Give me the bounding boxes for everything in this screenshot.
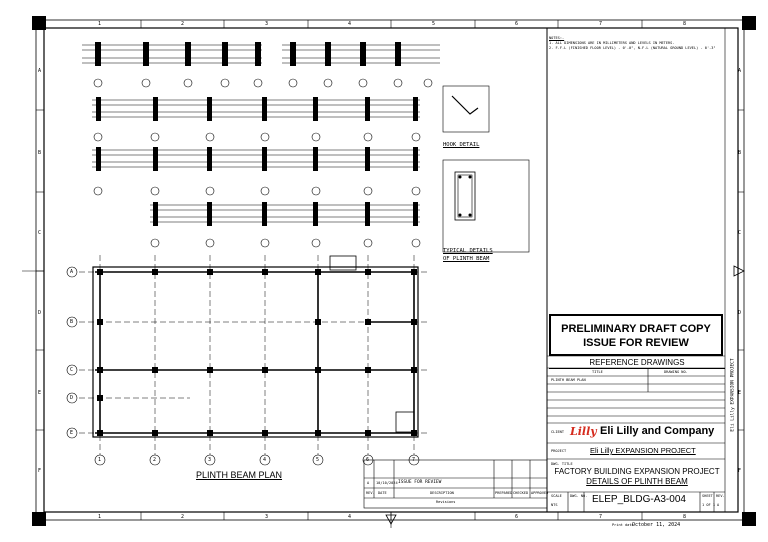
zone-label: 2 bbox=[181, 514, 185, 520]
rev-col-header: DATE bbox=[378, 491, 387, 495]
lilly-logo: Lilly bbox=[570, 425, 597, 438]
section-title-line1: TYPICAL DETAILS bbox=[443, 248, 493, 254]
dwg-title-label: DWG. TITLE bbox=[551, 462, 573, 466]
zone-label: D bbox=[738, 310, 742, 316]
plan-grid-label: A bbox=[70, 269, 74, 275]
draft-stamp bbox=[549, 314, 723, 356]
zone-label: 6 bbox=[515, 514, 519, 520]
rev-letter: A bbox=[367, 481, 370, 485]
sheet-value: 1 OF 1 bbox=[702, 503, 715, 507]
rev-value: A bbox=[717, 503, 720, 507]
corner-mark-top-left bbox=[32, 16, 46, 30]
plan-grid-label: D bbox=[70, 395, 74, 401]
zone-label: 1 bbox=[98, 514, 102, 520]
sheet-label: SHEET bbox=[702, 494, 713, 498]
zone-label: A bbox=[38, 68, 42, 74]
zone-label: 5 bbox=[432, 21, 436, 27]
reference-col-title: TITLE bbox=[592, 370, 603, 374]
plan-grid-label: 6 bbox=[366, 457, 370, 463]
zone-label: C bbox=[38, 230, 42, 236]
zone-label: F bbox=[738, 468, 742, 474]
hook-detail-title: HOOK DETAIL bbox=[443, 142, 480, 148]
rev-col-header: CHECKED bbox=[513, 491, 529, 495]
project-label: PROJECT bbox=[551, 449, 567, 453]
zone-label: 7 bbox=[599, 21, 603, 27]
reference-drawings-heading: REFERENCE DRAWINGS bbox=[549, 357, 725, 369]
zone-label: 7 bbox=[599, 514, 603, 520]
zone-label: D bbox=[38, 310, 42, 316]
revisions-caption: Revisions bbox=[436, 500, 456, 504]
plan-title: PLINTH BEAM PLAN bbox=[196, 470, 283, 480]
notes-heading: NOTES:- bbox=[549, 36, 565, 40]
reference-row: PLINTH BEAM PLAN bbox=[551, 378, 586, 382]
plan-grid-label: C bbox=[70, 367, 74, 373]
rev-col-header: APPROVED bbox=[531, 491, 549, 495]
zone-label: 1 bbox=[98, 21, 102, 27]
scale-label: SCALE bbox=[551, 494, 562, 498]
dwg-title-line2: DETAILS OF PLINTH BEAM bbox=[586, 477, 688, 486]
rev-label: REV. bbox=[716, 494, 725, 498]
zone-label: A bbox=[738, 68, 742, 74]
dwg-title bbox=[549, 467, 725, 487]
corner-mark-bottom-right bbox=[742, 512, 756, 526]
note-item: 1. ALL DIMENSIONS ARE IN MILLIMETERS AND LEVELS IN METERS. bbox=[549, 41, 675, 45]
plan-grid-label: 5 bbox=[316, 457, 320, 463]
scale-value: NTS bbox=[551, 503, 558, 507]
zone-label: F bbox=[38, 468, 42, 474]
drawing-number: ELEP_BLDG-A3-004 bbox=[592, 494, 686, 505]
dwg-no-label: DWG. NO. bbox=[570, 494, 588, 498]
zone-label: E bbox=[38, 390, 42, 396]
zone-label: 8 bbox=[683, 21, 687, 27]
general-notes bbox=[549, 36, 729, 51]
client-name: Eli Lilly and Company bbox=[600, 425, 715, 437]
project-name: Eli Lilly EXPANSION PROJECT bbox=[590, 446, 696, 455]
corner-mark-bottom-left bbox=[32, 512, 46, 526]
corner-mark-top-right bbox=[742, 16, 756, 30]
plinth-plan bbox=[67, 255, 430, 465]
zone-label: 3 bbox=[265, 21, 269, 27]
beam-elevations bbox=[82, 45, 440, 222]
plan-grid-label: 1 bbox=[98, 457, 102, 463]
print-date-value: October 11, 2024 bbox=[632, 522, 681, 528]
plan-grid-label: E bbox=[70, 430, 74, 436]
zone-label: B bbox=[738, 150, 742, 156]
plan-grid-label: 3 bbox=[208, 457, 212, 463]
plan-grid-label: 7 bbox=[412, 457, 416, 463]
plan-grid-label: B bbox=[70, 319, 74, 325]
side-project-text: Eli Lilly EXPANSION PROJECT bbox=[730, 358, 736, 432]
reference-col-number: DRAWING NO. bbox=[664, 370, 688, 374]
rev-col-header: PREPARED bbox=[495, 491, 513, 495]
rev-description: ISSUE FOR REVIEW bbox=[398, 480, 442, 485]
plan-grid-label: 2 bbox=[153, 457, 157, 463]
section-title-line2: OF PLINTH BEAM bbox=[443, 256, 490, 262]
rev-col-header: REV. bbox=[366, 491, 375, 495]
zone-label: E bbox=[738, 390, 742, 396]
rev-date: 10/10/2024 bbox=[376, 481, 398, 485]
note-item: 2. F.F.L (FINISHED FLOOR LEVEL) - 0'-0", N.F.L (NATURAL GROUND LEVEL) - 0'-3" bbox=[549, 46, 716, 50]
rev-col-header: DESCRIPTION bbox=[430, 491, 454, 495]
client-label: CLIENT bbox=[551, 430, 564, 434]
zone-label: 2 bbox=[181, 21, 185, 27]
draft-line1: PRELIMINARY DRAFT COPY bbox=[561, 323, 711, 335]
zone-label: 8 bbox=[683, 514, 687, 520]
draft-line2: ISSUE FOR REVIEW bbox=[583, 337, 689, 349]
zone-label: 3 bbox=[265, 514, 269, 520]
zone-label: B bbox=[38, 150, 42, 156]
zone-label: 4 bbox=[348, 514, 352, 520]
plan-grid-label: 4 bbox=[263, 457, 267, 463]
zone-label: C bbox=[738, 230, 742, 236]
zone-label: 6 bbox=[515, 21, 519, 27]
dwg-title-line1: FACTORY BUILDING EXPANSION PROJECT bbox=[554, 467, 720, 476]
zone-label: 4 bbox=[348, 21, 352, 27]
print-date-label: Print date bbox=[612, 523, 634, 527]
